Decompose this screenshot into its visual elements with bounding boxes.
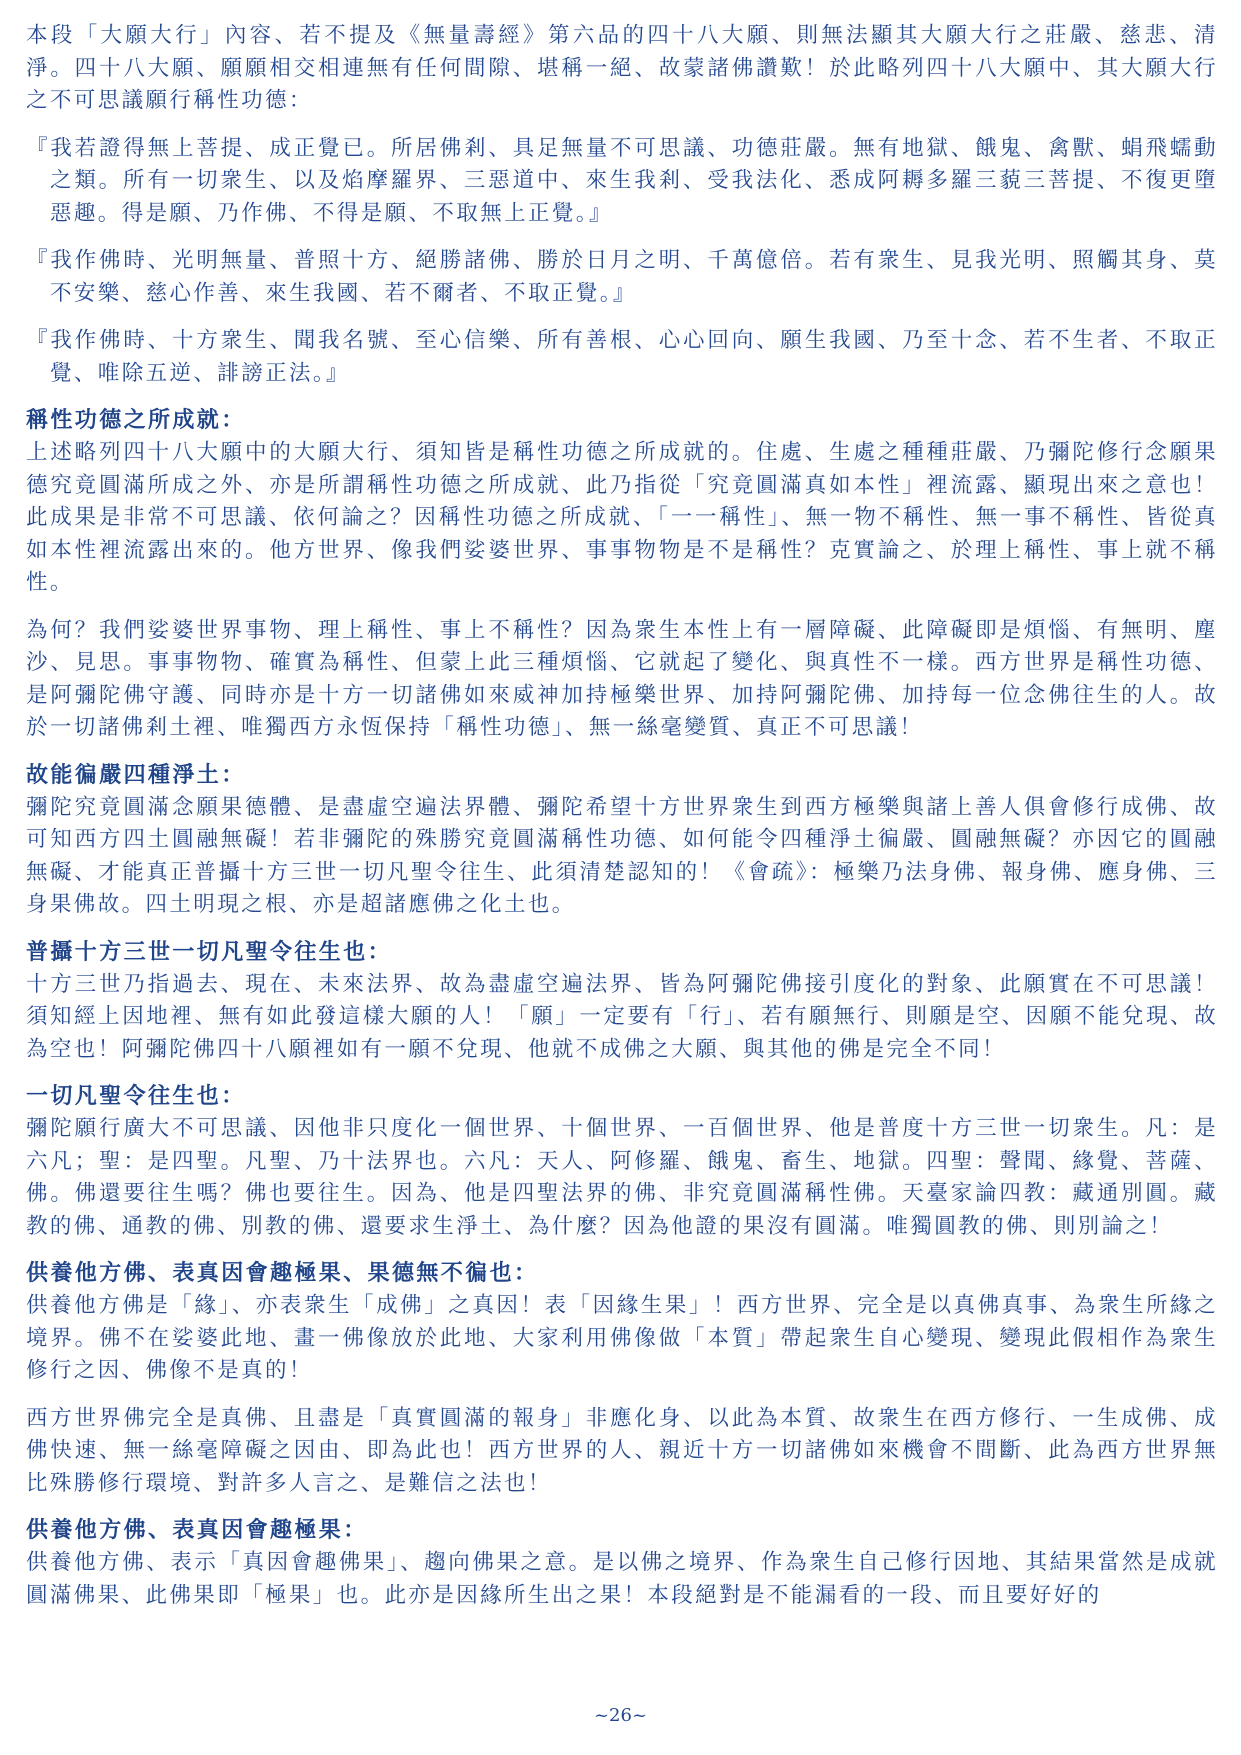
section-paragraph: 上述略列四十八大願中的大願大行、須知皆是稱性功德之所成就的。住處、生處之種種莊嚴、乃彌陀修行念願果德究竟圓滿所成之外、亦是所謂稱性功德之所成就、此乃指從「究竟圓滿真如本性」裡流露、顯現出來之意也！此成果是非常不可思議、依何論之？因稱性功德之所成就、「一一稱性」、無一物不稱性、無一事不稱性、皆從真如本性裡流露出來的。他方世界、像我們娑婆世界、事事物物是不是稱性？克實論之、於理上稱性、事上就不稱性。 <box>26 440 1218 595</box>
section-paragraph: 供養他方佛是「緣」、亦表衆生「成佛」之真因！表「因緣生果」！西方世界、完全是以真佛真事、為衆生所緣之境界。佛不在娑婆此地、畫一佛像放於此地、大家利用佛像做「本質」帶起衆生自心變現、變現此假相作為衆生修行之因、佛像不是真的！ <box>26 1293 1218 1383</box>
document-body <box>26 20 1218 1627</box>
vow-quote: 『我作佛時、十方衆生、聞我名號、至心信樂、所有善根、心心回向、願生我國、乃至十念、若不生者、不取正覺、唯除五逆、誹謗正法。』 <box>26 328 1218 386</box>
section-heading: 一切凡聖令往生也： <box>26 1084 246 1109</box>
section-heading: 供養他方佛、表真因會趣極果： <box>26 1518 368 1543</box>
section-heading: 稱性功德之所成就： <box>26 408 246 433</box>
section-heading: 故能徧嚴四種淨土： <box>26 762 246 788</box>
section-heading: 供養他方佛、表真因會趣極果、果德無不徧也： <box>26 1261 539 1286</box>
page-number: ~26~ <box>593 1705 648 1726</box>
section-paragraph: 供養他方佛、表示「真因會趣佛果」、趨向佛果之意。是以佛之境界、作為衆生自己修行因地、其結果當然是成就圓滿佛果、此佛果即「極果」也。此亦是因緣所生出之果！本段絕對是不能漏看的一段、而且要好好的 <box>26 1550 1218 1608</box>
intro-paragraph: 本段「大願大行」內容、若不提及《無量壽經》第六品的四十八大願、則無法顯其大願大行之莊嚴、慈悲、清淨。四十八大願、願願相交相連無有任何間隙、堪稱一絕、故蒙諸佛讚歎！於此略列四十八大願中、其大願大行之不可思議願行稱性功德： <box>26 23 1218 113</box>
vow-quote: 『我作佛時、光明無量、普照十方、絕勝諸佛、勝於日月之明、千萬億倍。若有衆生、見我光明、照觸其身、莫不安樂、慈心作善、來生我國、若不爾者、不取正覺。』 <box>26 248 1218 306</box>
section-paragraph: 十方三世乃指過去、現在、未來法界、故為盡虛空遍法界、皆為阿彌陀佛接引度化的對象、此願實在不可思議！須知經上因地裡、無有如此發這樣大願的人！「願」一定要有「行」、若有願無行、則願是空、因願不能兌現、故為空也！阿彌陀佛四十八願裡如有一願不兌現、他就不成佛之大願、與其他的佛是完全不同！ <box>26 971 1218 1062</box>
section-paragraph: 為何？我們娑婆世界事物、理上稱性、事上不稱性？因為衆生本性上有一層障礙、此障礙即是煩惱、有無明、塵沙、見思。事事物物、確實為稱性、但蒙上此三種煩惱、它就起了變化、與真性不一樣。西方世界是稱性功德、是阿彌陀佛守護、同時亦是十方一切諸佛如來威神加持極樂世界、加持阿彌陀佛、加持每一位念佛往生的人。故於一切諸佛剎土裡、唯獨西方永恆保持「稱性功德」、無一絲毫變質、真正不可思議！ <box>26 617 1218 740</box>
section-paragraph: 彌陀願行廣大不可思議、因他非只度化一個世界、十個世界、一百個世界、他是普度十方三世一切衆生。凡：是六凡；聖：是四聖。凡聖、乃十法界也。六凡：天人、阿修羅、餓鬼、畜生、地獄。四聖：聲聞、緣覺、菩薩、佛。佛還要往生嗎？佛也要往生。因為、他是四聖法界的佛、非究竟圓滿稱性佛。天臺家論四教：藏通別圓。藏教的佛、通教的佛、別教的佛、還要求生淨土、為什麼？因為他證的果沒有圓滿。唯獨圓教的佛、則別論之！ <box>26 1116 1218 1239</box>
section-paragraph: 彌陀究竟圓滿念願果德體、是盡虛空遍法界體、彌陀希望十方世界衆生到西方極樂與諸上善人俱會修行成佛、故可知西方四土圓融無礙！若非彌陀的殊勝究竟圓滿稱性功德、如何能令四種淨土徧嚴、圓融無礙？亦因它的圓融無礙、才能真正普攝十方三世一切凡聖令往生、此須清楚認知的！《會疏》：極樂乃法身佛、報身佛、應身佛、三身果佛故。四土明現之根、亦是超諸應佛之化土也。 <box>26 794 1218 917</box>
section-heading: 普攝十方三世一切凡聖令往生也： <box>26 939 393 965</box>
section-paragraph: 西方世界佛完全是真佛、且盡是「真實圓滿的報身」非應化身、以此為本質、故衆生在西方修行、一生成佛、成佛快速、無一絲毫障礙之因由、即為此也！西方世界的人、親近十方一切諸佛如來機會不間斷、此為西方世界無比殊勝修行環境、對許多人言之、是難信之法也！ <box>26 1405 1218 1496</box>
vow-quote: 『我若證得無上菩提、成正覺已。所居佛剎、具足無量不可思議、功德莊嚴。無有地獄、餓鬼、禽獸、蜎飛蠕動之類。所有一切衆生、以及焰摩羅界、三惡道中、來生我剎、受我法化、悉成阿耨多羅三藐三菩提、不復更墮惡趣。得是願、乃作佛、不得是願、不取無上正覺。』 <box>26 135 1218 226</box>
